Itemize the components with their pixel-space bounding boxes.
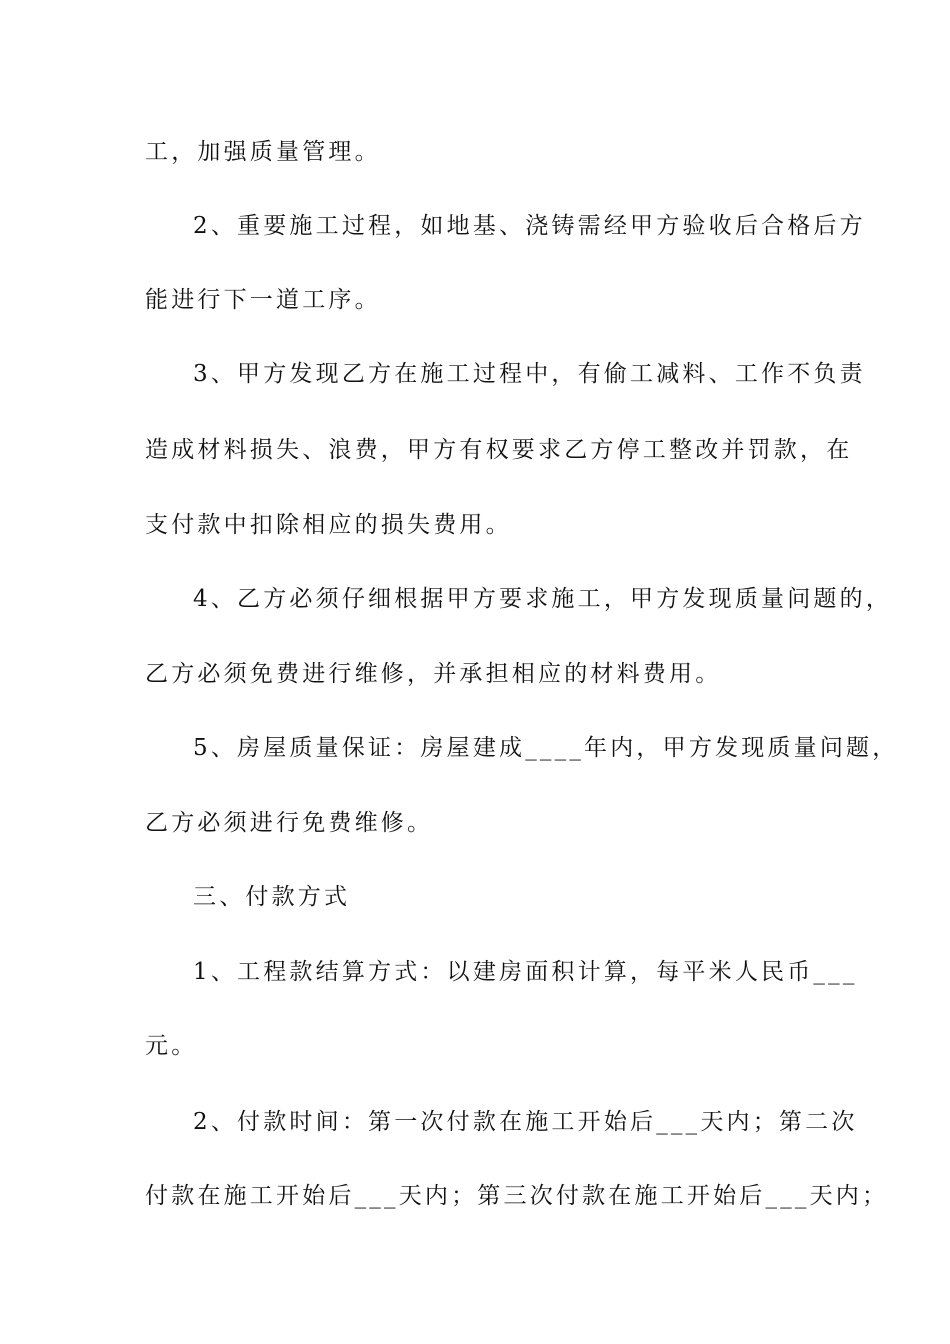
text-line-14: 2、付款时间：第一次付款在施工开始后___天内；第二次: [193, 1109, 858, 1135]
text-line-10: 乙方必须进行免费维修。: [145, 810, 434, 836]
text-line-13: 元。: [145, 1033, 198, 1059]
text-line-8: 乙方必须免费进行维修，并承担相应的材料费用。: [145, 661, 722, 687]
section-heading-payment: 三、付款方式: [193, 884, 351, 910]
text-line-15: 付款在施工开始后___天内；第三次付款在施工开始后___天内；: [145, 1183, 889, 1209]
text-line-3: 能进行下一道工序。: [145, 287, 381, 313]
text-line-1: 工，加强质量管理。: [145, 139, 381, 165]
text-line-2: 2、重要施工过程，如地基、浇铸需经甲方验收后合格后方: [193, 213, 866, 239]
text-line-5: 造成材料损失、浪费，甲方有权要求乙方停工整改并罚款，在: [145, 437, 853, 463]
text-line-7: 4、乙方必须仔细根据甲方要求施工，甲方发现质量问题的，: [193, 586, 893, 612]
text-line-12: 1、工程款结算方式：以建房面积计算，每平米人民币___: [193, 959, 858, 985]
text-line-4: 3、甲方发现乙方在施工过程中，有偷工减料、工作不负责: [193, 361, 866, 387]
text-line-9: 5、房屋质量保证：房屋建成____年内，甲方发现质量问题，: [193, 735, 899, 761]
text-line-6: 支付款中扣除相应的损失费用。: [145, 512, 512, 538]
